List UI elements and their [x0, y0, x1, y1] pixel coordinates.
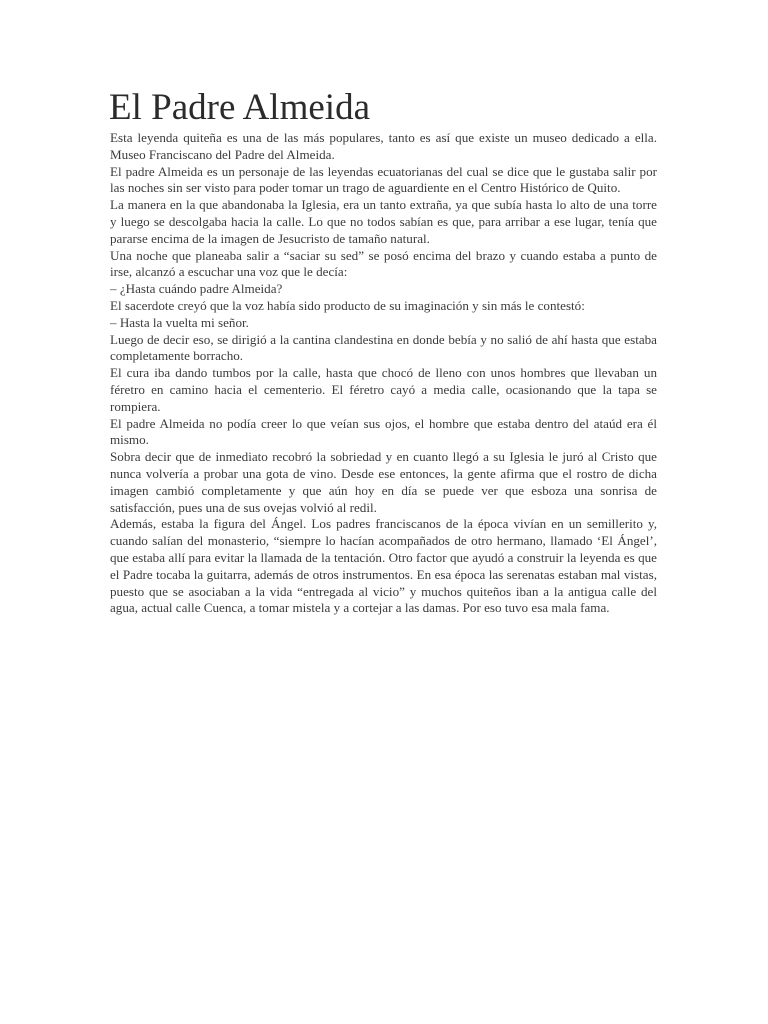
paragraph: – ¿Hasta cuándo padre Almeida? — [110, 281, 283, 297]
paragraph: El padre Almeida no podía creer lo que veían sus ojos, el hombre que estaba dentro del ataúd era él mismo. — [110, 415, 657, 448]
paragraph: El cura iba dando tumbos por la calle, hasta que chocó de lleno con unos hombres que llevaban un féretro en camino hacia el cementerio. El féretro cayó a media calle, ocasionando que la tapa se rompiera. — [110, 365, 657, 414]
paragraph: – Hasta la vuelta mi señor. — [110, 314, 249, 330]
paragraph: El sacerdote creyó que la voz había sido producto de su imaginación y sin más le contestó: — [110, 297, 585, 313]
paragraph: Esta leyenda quiteña es una de las más populares, tanto es así que existe un museo dedicado a ella. Museo Franciscano del Padre del Almeida. — [110, 130, 657, 162]
paragraph: Luego de decir eso, se dirigió a la cantina clandestina en donde bebía y no salió de ahí hasta que estaba completamente borracho. — [110, 331, 657, 364]
paragraph: Una noche que planeaba salir a “saciar su sed” se posó encima del brazo y cuando estaba a punto de irse, alcanzó a escuchar una voz que le decía: — [110, 247, 657, 280]
paragraph: La manera en la que abandonaba la Iglesia, era un tanto extraña, ya que subía hasta lo alto de una torre y luego se descolgaba hacia la calle. Lo que no todos sabían es que, para arribar a ese lugar, tenía que pararse encima de la imagen de Jesucristo de tamaño natural. — [110, 197, 657, 246]
document-title: El Padre Almeida — [109, 87, 370, 128]
paragraph: El padre Almeida es un personaje de las leyendas ecuatorianas del cual se dice que le gustaba salir por las noches sin ser visto para poder tomar un trago de aguardiente en el Centro Histórico de Quito. — [110, 163, 657, 196]
document-body — [110, 130, 657, 617]
paragraph: Sobra decir que de inmediato recobró la sobriedad y en cuanto llegó a su Iglesia le juró al Cristo que nunca volvería a probar una gota de vino. Desde ese entonces, la gente afirma que el rostro de dicha imagen cambió completamente y que aún hoy en día se puede ver que esboza una sonrisa de satisfacción, pues una de sus ovejas volvió al redil. — [110, 449, 657, 515]
paragraph: Además, estaba la figura del Ángel. Los padres franciscanos de la época vivían en un semillerito y, cuando salían del monasterio, “siempre lo hacían acompañados de otro hermano, llamado ‘El Ángel’, que estaba allí para evitar la llamada de la tentación. Otro factor que ayudó a construir la leyenda es que el Padre tocaba la guitarra, además de otros instrumentos. En esa época las serenatas estaban mal vistas, puesto que se asociaban a la vida “entregada al vicio” y muchos quiteños iban a la antigua calle del agua, actual calle Cuenca, a tomar mistela y a cortejar a las damas. Por eso tuvo esa mala fama. — [110, 516, 657, 616]
